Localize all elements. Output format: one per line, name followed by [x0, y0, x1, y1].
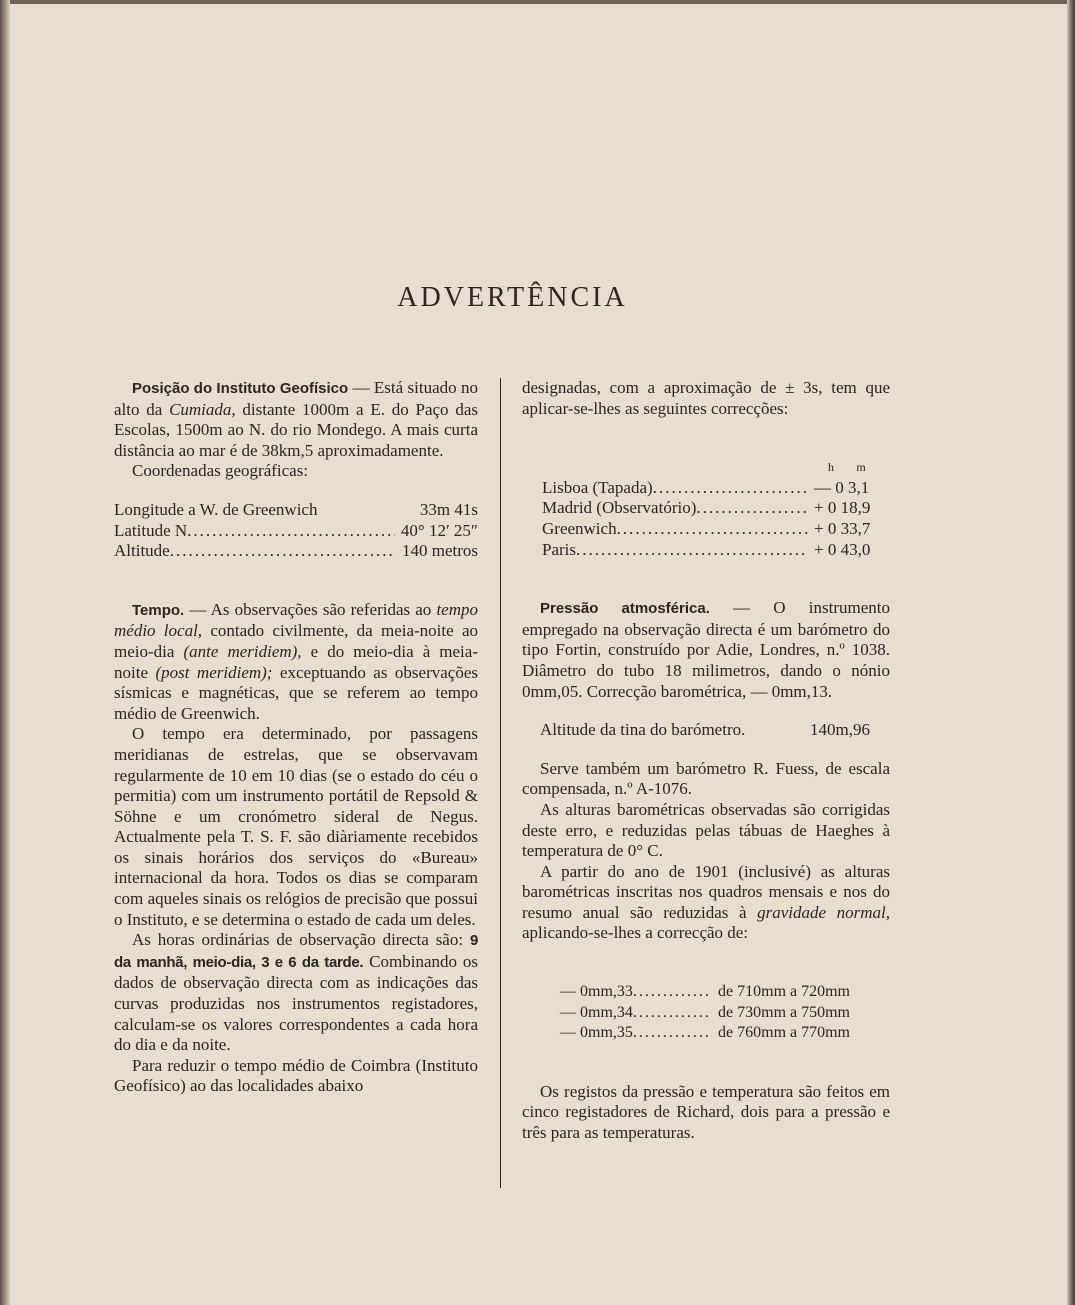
posicao-text-post: distante 1000m a E. do Paço das Escolas, 1500m ao N. do rio Mondego. A mais curta distância ao mar é de 38km,5 aproximadamente.: [114, 399, 478, 460]
tempo-em-2: (ante meridiem),: [183, 641, 302, 661]
leader-dots: [617, 519, 808, 540]
left-column: [114, 378, 478, 1097]
pressao-text: — O instrumento empregado na observação directa é um barómetro do tipo Fortin, construído por Adie, Londres, n.º 1038. Diâmetro do tubo 18 milimetros, dando o nónio 0mm,05. Correcção barométrica, — 0mm,13.: [522, 598, 890, 701]
tempo-p3-text-a: As horas ordinárias de observação directa são:: [132, 930, 470, 950]
tempo-p3-text-b: Combinando os dados de observação directa com as indicações das curvas produzidas nos instrumentos registadores, calculam-se os valores correspondentes a cada hora do dia e da noite.: [114, 951, 478, 1055]
tempo-em-3: (post meridiem);: [155, 662, 273, 682]
hm-hours: h: [828, 460, 834, 475]
partir-text-b: aplicando-se-lhes a correcção de:: [522, 923, 749, 943]
hm-minutes: m: [856, 460, 866, 475]
tempo-paragraph-4: Para reduzir o tempo médio de Coimbra (Instituto Geofísico) ao das localidades abaixo: [114, 1055, 478, 1096]
correction-row-madrid: [542, 498, 890, 519]
posicao-text-pre: — Está situado no alto da: [114, 378, 478, 419]
coord-intro: Coordenadas geográficas:: [132, 461, 309, 481]
pressao-heading: Pressão atmosférica.: [540, 600, 710, 618]
gravity-range: de 730mm a 750mm: [718, 1003, 850, 1021]
correction-value: + 0 33,7: [814, 518, 871, 538]
partir-em: gravidade normal,: [757, 902, 891, 922]
leader-dots: [633, 982, 712, 1003]
partir-paragraph: [522, 862, 890, 944]
tempo-text-c: e do meio-dia à meia-noite: [114, 641, 478, 682]
correction-value: + 0 18,9: [814, 498, 871, 518]
gravity-label: — 0mm,34: [560, 1003, 633, 1021]
registos-paragraph: Os registos da pressão e temperatura são feitos em cinco registadores de Richard, dois para a pressão e três para as temperaturas.: [522, 1081, 890, 1143]
partir-text-a: A partir do ano de 1901 (inclusivé) as alturas barométricas inscritas nos quadros mensais e nos do resumo anual são reduzidas à: [522, 861, 890, 922]
pressao-paragraph: [522, 598, 890, 702]
coord-label: Longitude a W. de Greenwich: [114, 499, 318, 519]
gravity-range: de 760mm a 770mm: [718, 1024, 850, 1042]
continuation-paragraph: designadas, com a aproximação de ± 3s, tem que aplicar-se-lhes as seguintes correcções:: [522, 378, 890, 418]
tempo-heading: Tempo.: [132, 601, 185, 619]
correction-label: Madrid (Observatório): [542, 498, 697, 518]
hm-header: [542, 457, 890, 478]
gravity-label: — 0mm,33: [560, 983, 633, 1001]
gravity-label: — 0mm,35: [560, 1024, 633, 1042]
coord-value: 140 metros: [401, 541, 478, 561]
posicao-place: Cumiada,: [169, 399, 236, 419]
posicao-paragraph: [114, 378, 478, 461]
right-column: [522, 378, 890, 1144]
posicao-heading: Posição do Instituto Geofísico: [132, 380, 349, 397]
page-left-edge: [0, 0, 10, 1305]
tempo-paragraph-3: [114, 930, 478, 1056]
page-top-edge: [0, 0, 1075, 4]
correction-value: + 0 43,0: [814, 539, 871, 559]
tempo-em-1: tempo médio local,: [114, 599, 478, 641]
gravity-range: de 710mm a 720mm: [718, 983, 850, 1001]
coord-value: 40° 12′ 25″: [400, 520, 478, 540]
leader-dots: [633, 1023, 712, 1044]
tempo-text-b: contado civilmente, da meia-noite ao meio-dia: [114, 621, 478, 661]
coord-row-latitude: [114, 521, 478, 542]
altitude-tina-value: 140m,96: [810, 720, 870, 740]
correction-value: — 0 3,1: [814, 477, 870, 497]
column-divider: [500, 378, 501, 1188]
coord-label: Latitude N: [114, 520, 188, 540]
coord-row-longitude: [114, 500, 478, 521]
altitude-tina-row: [522, 720, 890, 741]
leader-dots: [576, 540, 808, 561]
gravity-table: [522, 982, 890, 1044]
gravity-row: [560, 1023, 850, 1044]
leader-dots: [170, 541, 396, 562]
coord-value: 33m 41s: [419, 499, 478, 519]
corrections-table: [522, 457, 890, 560]
tempo-paragraph-2: O tempo era determinado, por passagens meridianas de estrelas, que se observavam regularmente de 10 em 10 dias (se o estado do céu o permitia) com um instrumento portátil de Repsold & Söhne e um cronómetro sideral de Negus. Actualmente pela T. S. F. são diàriamente recebidos os sinais horários dos serviços do «Bureau» internacional da hora. Todos os dias se comparam com aqueles sinais os relógios de precisão que possui o Instituto, e se determina o estado de cada um deles.: [114, 724, 478, 929]
tempo-paragraph-1: [114, 600, 478, 725]
gravity-row: [560, 1003, 850, 1024]
correction-label: Lisboa (Tapada): [542, 477, 653, 497]
leader-dots: [653, 478, 808, 499]
coords-table: [114, 500, 478, 562]
correction-row-paris: [542, 540, 890, 561]
tempo-text-a: — As observações são referidas ao: [184, 599, 437, 619]
correction-label: Greenwich: [542, 518, 617, 538]
alturas-paragraph: As alturas barométricas observadas são corrigidas deste erro, e reduzidas pelas tábuas de Haeghes à temperatura de 0° C.: [522, 799, 890, 861]
coord-row-altitude: [114, 541, 478, 562]
correction-label: Paris: [542, 539, 576, 559]
page-right-edge: [1067, 0, 1075, 1305]
observation-hours: 9 da manhã, meio-dia, 3 e 6 da tarde.: [114, 932, 478, 971]
correction-row-lisboa: [542, 478, 890, 499]
leader-dots: [187, 521, 395, 542]
coord-label: Altitude: [114, 541, 170, 561]
tempo-text-d: exceptuando as observações sísmicas e magnéticas, que se referem ao tempo médio de Greenwich.: [114, 662, 479, 723]
leader-dots: [633, 1003, 712, 1024]
altitude-tina-label: Altitude da tina do barómetro.: [540, 720, 746, 740]
page-title: ADVERTÊNCIA: [397, 282, 628, 313]
leader-dots: [696, 498, 808, 519]
gravity-row: [560, 982, 850, 1003]
correction-row-greenwich: [542, 519, 890, 540]
serve-paragraph: Serve também um barómetro R. Fuess, de escala compensada, n.º A-1076.: [522, 758, 890, 799]
